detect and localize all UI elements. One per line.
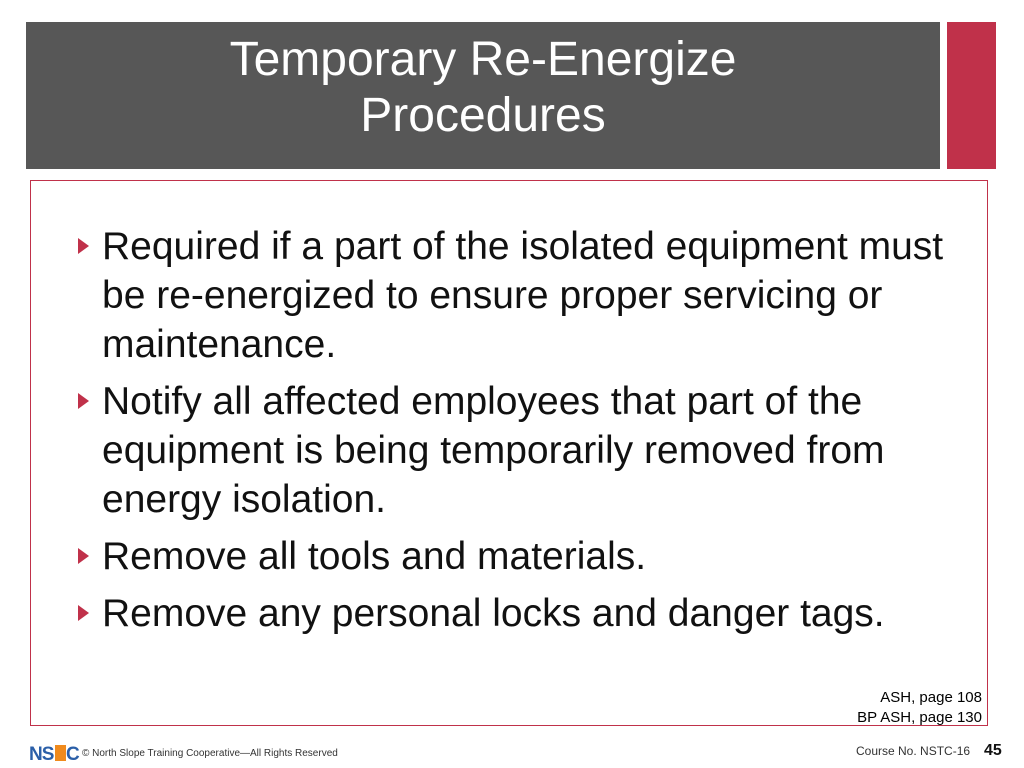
references — [857, 688, 982, 728]
bullet-item — [72, 532, 952, 581]
nstc-logo-icon — [28, 742, 82, 764]
bullet-arrow-icon — [78, 238, 89, 254]
course-number: Course No. NSTC-16 — [856, 744, 971, 758]
svg-text:NS: NS — [29, 744, 54, 764]
bullet-item — [72, 377, 952, 524]
bullet-item — [72, 589, 952, 638]
bullet-text: Required if a part of the isolated equipment must be re-energized to ensure proper servicing or maintenance. — [102, 225, 944, 366]
slide-title-line-2: Procedures — [360, 89, 606, 142]
reference-bp-ash: BP ASH, page 130 — [857, 709, 982, 726]
reference-ash: ASH, page 108 — [880, 689, 982, 706]
slide-title — [26, 32, 940, 144]
bullet-arrow-icon — [78, 393, 89, 409]
bullet-text: Remove all tools and materials. — [102, 535, 647, 578]
bullet-text: Notify all affected employees that part of the equipment is being temporarily removed from energy isolation. — [102, 380, 885, 521]
copyright-text: © North Slope Training Cooperative—All Rights Reserved — [82, 748, 338, 759]
bullet-arrow-icon — [78, 605, 89, 621]
bullet-text: Remove any personal locks and danger tags. — [102, 592, 885, 635]
bullet-item — [72, 222, 952, 369]
svg-text:C: C — [66, 744, 80, 764]
page-number: 45 — [984, 742, 1002, 759]
bullet-arrow-icon — [78, 548, 89, 564]
slide-title-line-1: Temporary Re-Energize — [229, 33, 737, 86]
accent-bar — [947, 22, 996, 169]
bullet-list — [72, 222, 952, 646]
